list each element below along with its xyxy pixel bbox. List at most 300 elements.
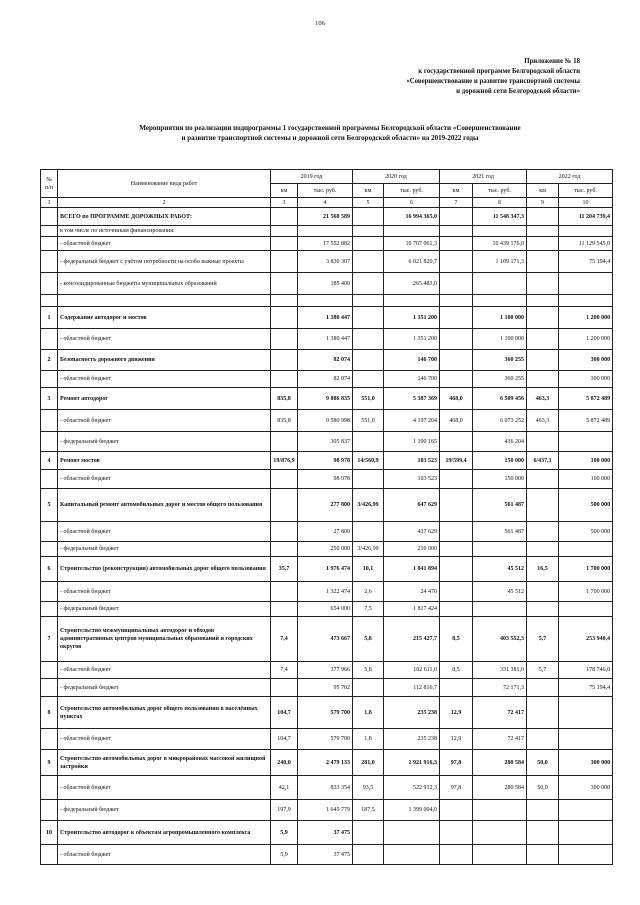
amount-cell: 1 190 165 bbox=[384, 432, 440, 452]
row-number bbox=[41, 295, 58, 307]
row-number: 7 bbox=[41, 617, 58, 662]
amount-cell: 280 584 bbox=[473, 776, 527, 800]
km-cell bbox=[527, 295, 559, 307]
amount-cell bbox=[384, 226, 440, 237]
header-name: Наименование вида работ bbox=[58, 170, 271, 198]
amount-cell bbox=[473, 542, 527, 557]
work-name: Строительство автодорог к объектам агропромышленного комплекса bbox=[58, 821, 271, 845]
km-cell: 240,0 bbox=[271, 750, 298, 776]
amount-cell: 3 830 307 bbox=[298, 251, 353, 273]
appendix-line: Приложение № 18 bbox=[524, 58, 580, 65]
table-row bbox=[41, 371, 613, 388]
header-km: км bbox=[527, 184, 559, 198]
row-number bbox=[41, 776, 58, 800]
km-cell: 42,1 bbox=[271, 776, 298, 800]
column-number: 6 bbox=[384, 198, 440, 208]
document-title bbox=[70, 123, 590, 143]
km-cell bbox=[440, 489, 473, 522]
header-km: км bbox=[353, 184, 384, 198]
km-cell bbox=[353, 845, 384, 865]
amount-cell: 6 073 252 bbox=[473, 410, 527, 432]
amount-cell bbox=[559, 542, 613, 557]
km-cell: 3/426,99 bbox=[353, 489, 384, 522]
work-name: - консолидированные бюджеты муниципальных образований bbox=[58, 273, 271, 295]
header-year: 2020 год bbox=[353, 170, 440, 184]
km-cell: 187,5 bbox=[353, 800, 384, 821]
header-rub: тыс. руб. bbox=[384, 184, 440, 198]
header-year: 2021 год bbox=[440, 170, 527, 184]
row-number bbox=[41, 662, 58, 679]
table-row bbox=[41, 522, 613, 542]
amount-cell: 72 171,3 bbox=[473, 679, 527, 697]
work-name: - областной бюджет bbox=[58, 776, 271, 800]
amount-cell: 72 417 bbox=[473, 697, 527, 729]
amount-cell bbox=[473, 821, 527, 845]
amount-cell: 305 837 bbox=[298, 432, 353, 452]
km-cell bbox=[271, 432, 298, 452]
amount-cell bbox=[559, 697, 613, 729]
work-name: - федеральный бюджет bbox=[58, 679, 271, 697]
km-cell: 5,8 bbox=[353, 617, 384, 662]
km-cell bbox=[527, 582, 559, 602]
km-cell bbox=[271, 350, 298, 371]
amount-cell: 1 700 000 bbox=[559, 582, 613, 602]
km-cell: 97,8 bbox=[440, 750, 473, 776]
amount-cell bbox=[473, 800, 527, 821]
amount-cell: 1 351 200 bbox=[384, 307, 440, 329]
amount-cell: 98 978 bbox=[298, 470, 353, 489]
km-cell bbox=[527, 371, 559, 388]
km-cell bbox=[440, 602, 473, 617]
amount-cell: 1 200 000 bbox=[559, 329, 613, 350]
table-row bbox=[41, 662, 613, 679]
amount-cell bbox=[559, 800, 613, 821]
amount-cell: 1 976 474 bbox=[298, 557, 353, 582]
column-number: 2 bbox=[58, 198, 271, 208]
amount-cell: 82 074 bbox=[298, 350, 353, 371]
km-cell bbox=[353, 821, 384, 845]
amount-cell bbox=[473, 602, 527, 617]
km-cell: 5,8 bbox=[353, 662, 384, 679]
row-number bbox=[41, 410, 58, 432]
table-row bbox=[41, 582, 613, 602]
amount-cell: 98 978 bbox=[298, 452, 353, 470]
amount-cell: 82 074 bbox=[298, 371, 353, 388]
amount-cell: 403 552,3 bbox=[473, 617, 527, 662]
km-cell bbox=[527, 821, 559, 845]
header-year: 2022 год bbox=[527, 170, 613, 184]
amount-cell bbox=[384, 295, 440, 307]
amount-cell: 6 509 456 bbox=[473, 388, 527, 410]
work-name: - областной бюджет bbox=[58, 371, 271, 388]
amount-cell: 27 800 bbox=[298, 522, 353, 542]
amount-cell bbox=[298, 295, 353, 307]
amount-cell bbox=[473, 295, 527, 307]
km-cell bbox=[440, 273, 473, 295]
km-cell: 468,0 bbox=[440, 388, 473, 410]
amount-cell: 1 380 447 bbox=[298, 329, 353, 350]
km-cell bbox=[353, 307, 384, 329]
amount-cell bbox=[473, 845, 527, 865]
amount-cell bbox=[559, 602, 613, 617]
header-km: км bbox=[440, 184, 473, 198]
km-cell bbox=[271, 582, 298, 602]
row-number bbox=[41, 329, 58, 350]
km-cell bbox=[440, 679, 473, 697]
amount-cell: 100 000 bbox=[559, 452, 613, 470]
title-line: и развитие транспортной системы и дорожной сети Белгородской области» на 2019-2022 годы bbox=[181, 134, 479, 142]
km-cell: 14/560,9 bbox=[353, 452, 384, 470]
km-cell: 97,8 bbox=[440, 776, 473, 800]
title-line: Мероприятия по реализации подпрограммы 1 государственной программы Белгородской области «Совершенствование bbox=[139, 124, 521, 132]
km-cell bbox=[440, 557, 473, 582]
table-row bbox=[41, 237, 613, 251]
km-cell bbox=[527, 208, 559, 226]
km-cell: 19/876,9 bbox=[271, 452, 298, 470]
row-number bbox=[41, 432, 58, 452]
amount-cell: 360 255 bbox=[473, 371, 527, 388]
amount-cell: 10 439 176,0 bbox=[473, 237, 527, 251]
km-cell: 16,5 bbox=[527, 557, 559, 582]
amount-cell: 150 000 bbox=[473, 452, 527, 470]
works-table bbox=[40, 169, 613, 865]
work-name: Строительство автомобильных дорог общего пользования в населённых пунктах bbox=[58, 697, 271, 729]
km-cell bbox=[353, 295, 384, 307]
km-cell bbox=[440, 237, 473, 251]
amount-cell bbox=[559, 845, 613, 865]
km-cell bbox=[440, 295, 473, 307]
amount-cell: 473 667 bbox=[298, 617, 353, 662]
km-cell bbox=[440, 251, 473, 273]
row-number: 10 bbox=[41, 821, 58, 845]
amount-cell: 579 700 bbox=[298, 729, 353, 750]
km-cell bbox=[440, 329, 473, 350]
row-number bbox=[41, 522, 58, 542]
row-number: 5 bbox=[41, 489, 58, 522]
amount-cell: 250 000 bbox=[298, 542, 353, 557]
amount-cell bbox=[559, 729, 613, 750]
column-number: 3 bbox=[271, 198, 298, 208]
amount-cell: 1 100 000 bbox=[473, 329, 527, 350]
page-number: 106 bbox=[315, 20, 325, 27]
appendix-line: «Совершенствование и развитие транспортной системы bbox=[406, 78, 580, 85]
km-cell bbox=[440, 470, 473, 489]
km-cell bbox=[527, 329, 559, 350]
header-rub: тыс. руб. bbox=[473, 184, 527, 198]
amount-cell: 100 000 bbox=[559, 470, 613, 489]
header-rub: тыс. руб. bbox=[559, 184, 613, 198]
amount-cell: 1 351 200 bbox=[384, 329, 440, 350]
km-cell bbox=[440, 845, 473, 865]
km-cell bbox=[271, 208, 298, 226]
km-cell: 10,1 bbox=[353, 557, 384, 582]
km-cell: 1,8 bbox=[353, 697, 384, 729]
km-cell bbox=[527, 697, 559, 729]
amount-cell: 300 000 bbox=[559, 750, 613, 776]
km-cell bbox=[271, 679, 298, 697]
header-num: № п/п bbox=[41, 170, 58, 198]
amount-cell: 1 921 916,3 bbox=[384, 750, 440, 776]
amount-cell: 500 000 bbox=[559, 489, 613, 522]
amount-cell: 300 000 bbox=[559, 350, 613, 371]
km-cell bbox=[527, 489, 559, 522]
km-cell: 835,8 bbox=[271, 388, 298, 410]
amount-cell: 9 886 835 bbox=[298, 388, 353, 410]
km-cell: 5,7 bbox=[527, 617, 559, 662]
amount-cell: 102 611,0 bbox=[384, 662, 440, 679]
amount-cell: 75 194,4 bbox=[559, 679, 613, 697]
table-row bbox=[41, 295, 613, 307]
amount-cell: 37 475 bbox=[298, 845, 353, 865]
row-number bbox=[41, 251, 58, 273]
km-cell bbox=[527, 307, 559, 329]
work-name: - областной бюджет bbox=[58, 582, 271, 602]
table-row bbox=[41, 821, 613, 845]
km-cell bbox=[353, 350, 384, 371]
km-cell: 463,3 bbox=[527, 388, 559, 410]
column-number: 9 bbox=[527, 198, 559, 208]
amount-cell: 377 966 bbox=[298, 662, 353, 679]
km-cell bbox=[527, 522, 559, 542]
amount-cell: 215 427,7 bbox=[384, 617, 440, 662]
work-name: - федеральный бюджет с учётом потребности на особо важные проекты bbox=[58, 251, 271, 273]
km-cell bbox=[353, 226, 384, 237]
km-cell: 5,9 bbox=[271, 845, 298, 865]
amount-cell: 24 470 bbox=[384, 582, 440, 602]
appendix-line: и дорожной сети Белгородской области» bbox=[456, 88, 580, 95]
amount-cell: 300 000 bbox=[559, 776, 613, 800]
table-row bbox=[41, 410, 613, 432]
km-cell bbox=[271, 307, 298, 329]
km-cell bbox=[527, 350, 559, 371]
row-number: 1 bbox=[41, 307, 58, 329]
km-cell: 7,4 bbox=[271, 617, 298, 662]
km-cell: 551,0 bbox=[353, 410, 384, 432]
work-name: - областной бюджет bbox=[58, 470, 271, 489]
amount-cell: 178 746,0 bbox=[559, 662, 613, 679]
header-rub: тыс. руб. bbox=[298, 184, 353, 198]
km-cell bbox=[271, 489, 298, 522]
table-row bbox=[41, 557, 613, 582]
work-name: - областной бюджет bbox=[58, 237, 271, 251]
amount-cell: 579 700 bbox=[298, 697, 353, 729]
table-row bbox=[41, 251, 613, 273]
row-number bbox=[41, 208, 58, 226]
amount-cell: 1 817 424 bbox=[384, 602, 440, 617]
km-cell bbox=[271, 371, 298, 388]
km-cell: 50,0 bbox=[527, 750, 559, 776]
km-cell: 1,8 bbox=[353, 729, 384, 750]
km-cell bbox=[353, 237, 384, 251]
km-cell: 50,0 bbox=[527, 776, 559, 800]
row-number bbox=[41, 729, 58, 750]
row-number: 2 bbox=[41, 350, 58, 371]
amount-cell: 146 700 bbox=[384, 371, 440, 388]
work-name: Ремонт мостов bbox=[58, 452, 271, 470]
amount-cell bbox=[473, 226, 527, 237]
km-cell: 8,5 bbox=[440, 617, 473, 662]
km-cell bbox=[527, 432, 559, 452]
column-number: 8 bbox=[473, 198, 527, 208]
amount-cell: 103 523 bbox=[384, 470, 440, 489]
table-row bbox=[41, 307, 613, 329]
amount-cell: 235 238 bbox=[384, 697, 440, 729]
km-cell bbox=[440, 522, 473, 542]
work-name: - областной бюджет bbox=[58, 329, 271, 350]
amount-cell: 437 629 bbox=[384, 522, 440, 542]
km-cell bbox=[527, 470, 559, 489]
amount-cell: 1 700 000 bbox=[559, 557, 613, 582]
km-cell bbox=[527, 226, 559, 237]
table-row bbox=[41, 697, 613, 729]
amount-cell: 45 512 bbox=[473, 557, 527, 582]
amount-cell: 11 129 545,0 bbox=[559, 237, 613, 251]
column-number: 4 bbox=[298, 198, 353, 208]
km-cell bbox=[527, 679, 559, 697]
row-number bbox=[41, 237, 58, 251]
work-name: Строительство автомобильных дорог в микрорайонах массовой жилищной застройки bbox=[58, 750, 271, 776]
amount-cell: 522 912,3 bbox=[384, 776, 440, 800]
amount-cell: 21 568 589 bbox=[298, 208, 353, 226]
amount-cell: 277 800 bbox=[298, 489, 353, 522]
amount-cell bbox=[473, 273, 527, 295]
work-name: - областной бюджет bbox=[58, 845, 271, 865]
amount-cell: 1 399 004,0 bbox=[384, 800, 440, 821]
amount-cell: 561 487 bbox=[473, 522, 527, 542]
work-name: Безопасность дорожного движения bbox=[58, 350, 271, 371]
amount-cell: 5 872 489 bbox=[559, 410, 613, 432]
table-row bbox=[41, 208, 613, 226]
km-cell bbox=[440, 307, 473, 329]
km-cell bbox=[440, 582, 473, 602]
km-cell: 551,0 bbox=[353, 388, 384, 410]
km-cell bbox=[527, 273, 559, 295]
km-cell: 2,6 bbox=[353, 582, 384, 602]
column-number: 1 bbox=[41, 198, 58, 208]
table-row bbox=[41, 845, 613, 865]
amount-cell: 6 021 820,7 bbox=[384, 251, 440, 273]
amount-cell: 331 381,0 bbox=[473, 662, 527, 679]
amount-cell: 500 000 bbox=[559, 522, 613, 542]
row-number bbox=[41, 845, 58, 865]
row-number bbox=[41, 679, 58, 697]
amount-cell: 11 548 347,3 bbox=[473, 208, 527, 226]
km-cell bbox=[353, 329, 384, 350]
table-row bbox=[41, 800, 613, 821]
amount-cell: 112 816,7 bbox=[384, 679, 440, 697]
row-number bbox=[41, 602, 58, 617]
km-cell: 197,9 bbox=[271, 800, 298, 821]
km-cell bbox=[353, 679, 384, 697]
km-cell: 5,7 bbox=[527, 662, 559, 679]
amount-cell bbox=[298, 226, 353, 237]
amount-cell: 75 194,4 bbox=[559, 251, 613, 273]
work-name: - федеральный бюджет bbox=[58, 602, 271, 617]
km-cell bbox=[440, 350, 473, 371]
km-cell: 6/437,1 bbox=[527, 452, 559, 470]
row-number bbox=[41, 582, 58, 602]
km-cell bbox=[440, 821, 473, 845]
amount-cell: 360 255 bbox=[473, 350, 527, 371]
amount-cell bbox=[384, 821, 440, 845]
km-cell bbox=[353, 251, 384, 273]
km-cell bbox=[527, 602, 559, 617]
km-cell: 281,0 bbox=[353, 750, 384, 776]
row-number bbox=[41, 273, 58, 295]
km-cell bbox=[440, 542, 473, 557]
km-cell bbox=[353, 470, 384, 489]
work-name: Содержание автодорог и мостов bbox=[58, 307, 271, 329]
km-cell: 104,7 bbox=[271, 729, 298, 750]
amount-cell: 5 872 489 bbox=[559, 388, 613, 410]
km-cell bbox=[353, 432, 384, 452]
table-row bbox=[41, 329, 613, 350]
appendix-block bbox=[330, 57, 580, 97]
column-number: 10 bbox=[559, 198, 613, 208]
amount-cell: 280 584 bbox=[473, 750, 527, 776]
km-cell: 12,9 bbox=[440, 697, 473, 729]
amount-cell: 45 512 bbox=[473, 582, 527, 602]
km-cell bbox=[271, 470, 298, 489]
row-number bbox=[41, 226, 58, 237]
work-name: Ремонт автодорог bbox=[58, 388, 271, 410]
table-row bbox=[41, 679, 613, 697]
header-year: 2019 год bbox=[271, 170, 353, 184]
table-row bbox=[41, 542, 613, 557]
km-cell: 835,8 bbox=[271, 410, 298, 432]
row-number: 6 bbox=[41, 557, 58, 582]
amount-cell: 11 204 739,4 bbox=[559, 208, 613, 226]
km-cell bbox=[527, 237, 559, 251]
km-cell bbox=[353, 371, 384, 388]
row-number: 3 bbox=[41, 388, 58, 410]
amount-cell: 1 322 474 bbox=[298, 582, 353, 602]
amount-cell: 10 707 061,3 bbox=[384, 237, 440, 251]
column-number: 7 bbox=[440, 198, 473, 208]
km-cell: 35,7 bbox=[271, 557, 298, 582]
work-name: в том числе по источникам финансирования: bbox=[58, 226, 271, 237]
table-row bbox=[41, 602, 613, 617]
work-name: Строительство (реконструкция) автомобильных дорог общего пользования bbox=[58, 557, 271, 582]
amount-cell: 300 000 bbox=[559, 371, 613, 388]
km-cell: 463,3 bbox=[527, 410, 559, 432]
km-cell: 468,0 bbox=[440, 410, 473, 432]
amount-cell: 436 204 bbox=[473, 432, 527, 452]
km-cell bbox=[353, 522, 384, 542]
amount-cell: 210 000 bbox=[384, 542, 440, 557]
amount-cell: 1 100 000 bbox=[473, 307, 527, 329]
km-cell bbox=[440, 432, 473, 452]
km-cell bbox=[440, 371, 473, 388]
km-cell bbox=[271, 237, 298, 251]
work-name: - федеральный бюджет bbox=[58, 432, 271, 452]
work-name: - федеральный бюджет bbox=[58, 542, 271, 557]
table-row bbox=[41, 489, 613, 522]
km-cell bbox=[527, 800, 559, 821]
header-km: км bbox=[271, 184, 298, 198]
column-number: 5 bbox=[353, 198, 384, 208]
work-name: - областной бюджет bbox=[58, 522, 271, 542]
amount-cell: 103 523 bbox=[384, 452, 440, 470]
km-cell bbox=[527, 251, 559, 273]
km-cell: 7,5 bbox=[353, 602, 384, 617]
amount-cell: 16 994 365,0 bbox=[384, 208, 440, 226]
amount-cell: 1 645 779 bbox=[298, 800, 353, 821]
amount-cell: 146 700 bbox=[384, 350, 440, 371]
table-row bbox=[41, 273, 613, 295]
work-name: - федеральный бюджет bbox=[58, 800, 271, 821]
work-name: Строительство межмуниципальных автодорог и обходов административных центров муниципальных образований и городских округов bbox=[58, 617, 271, 662]
